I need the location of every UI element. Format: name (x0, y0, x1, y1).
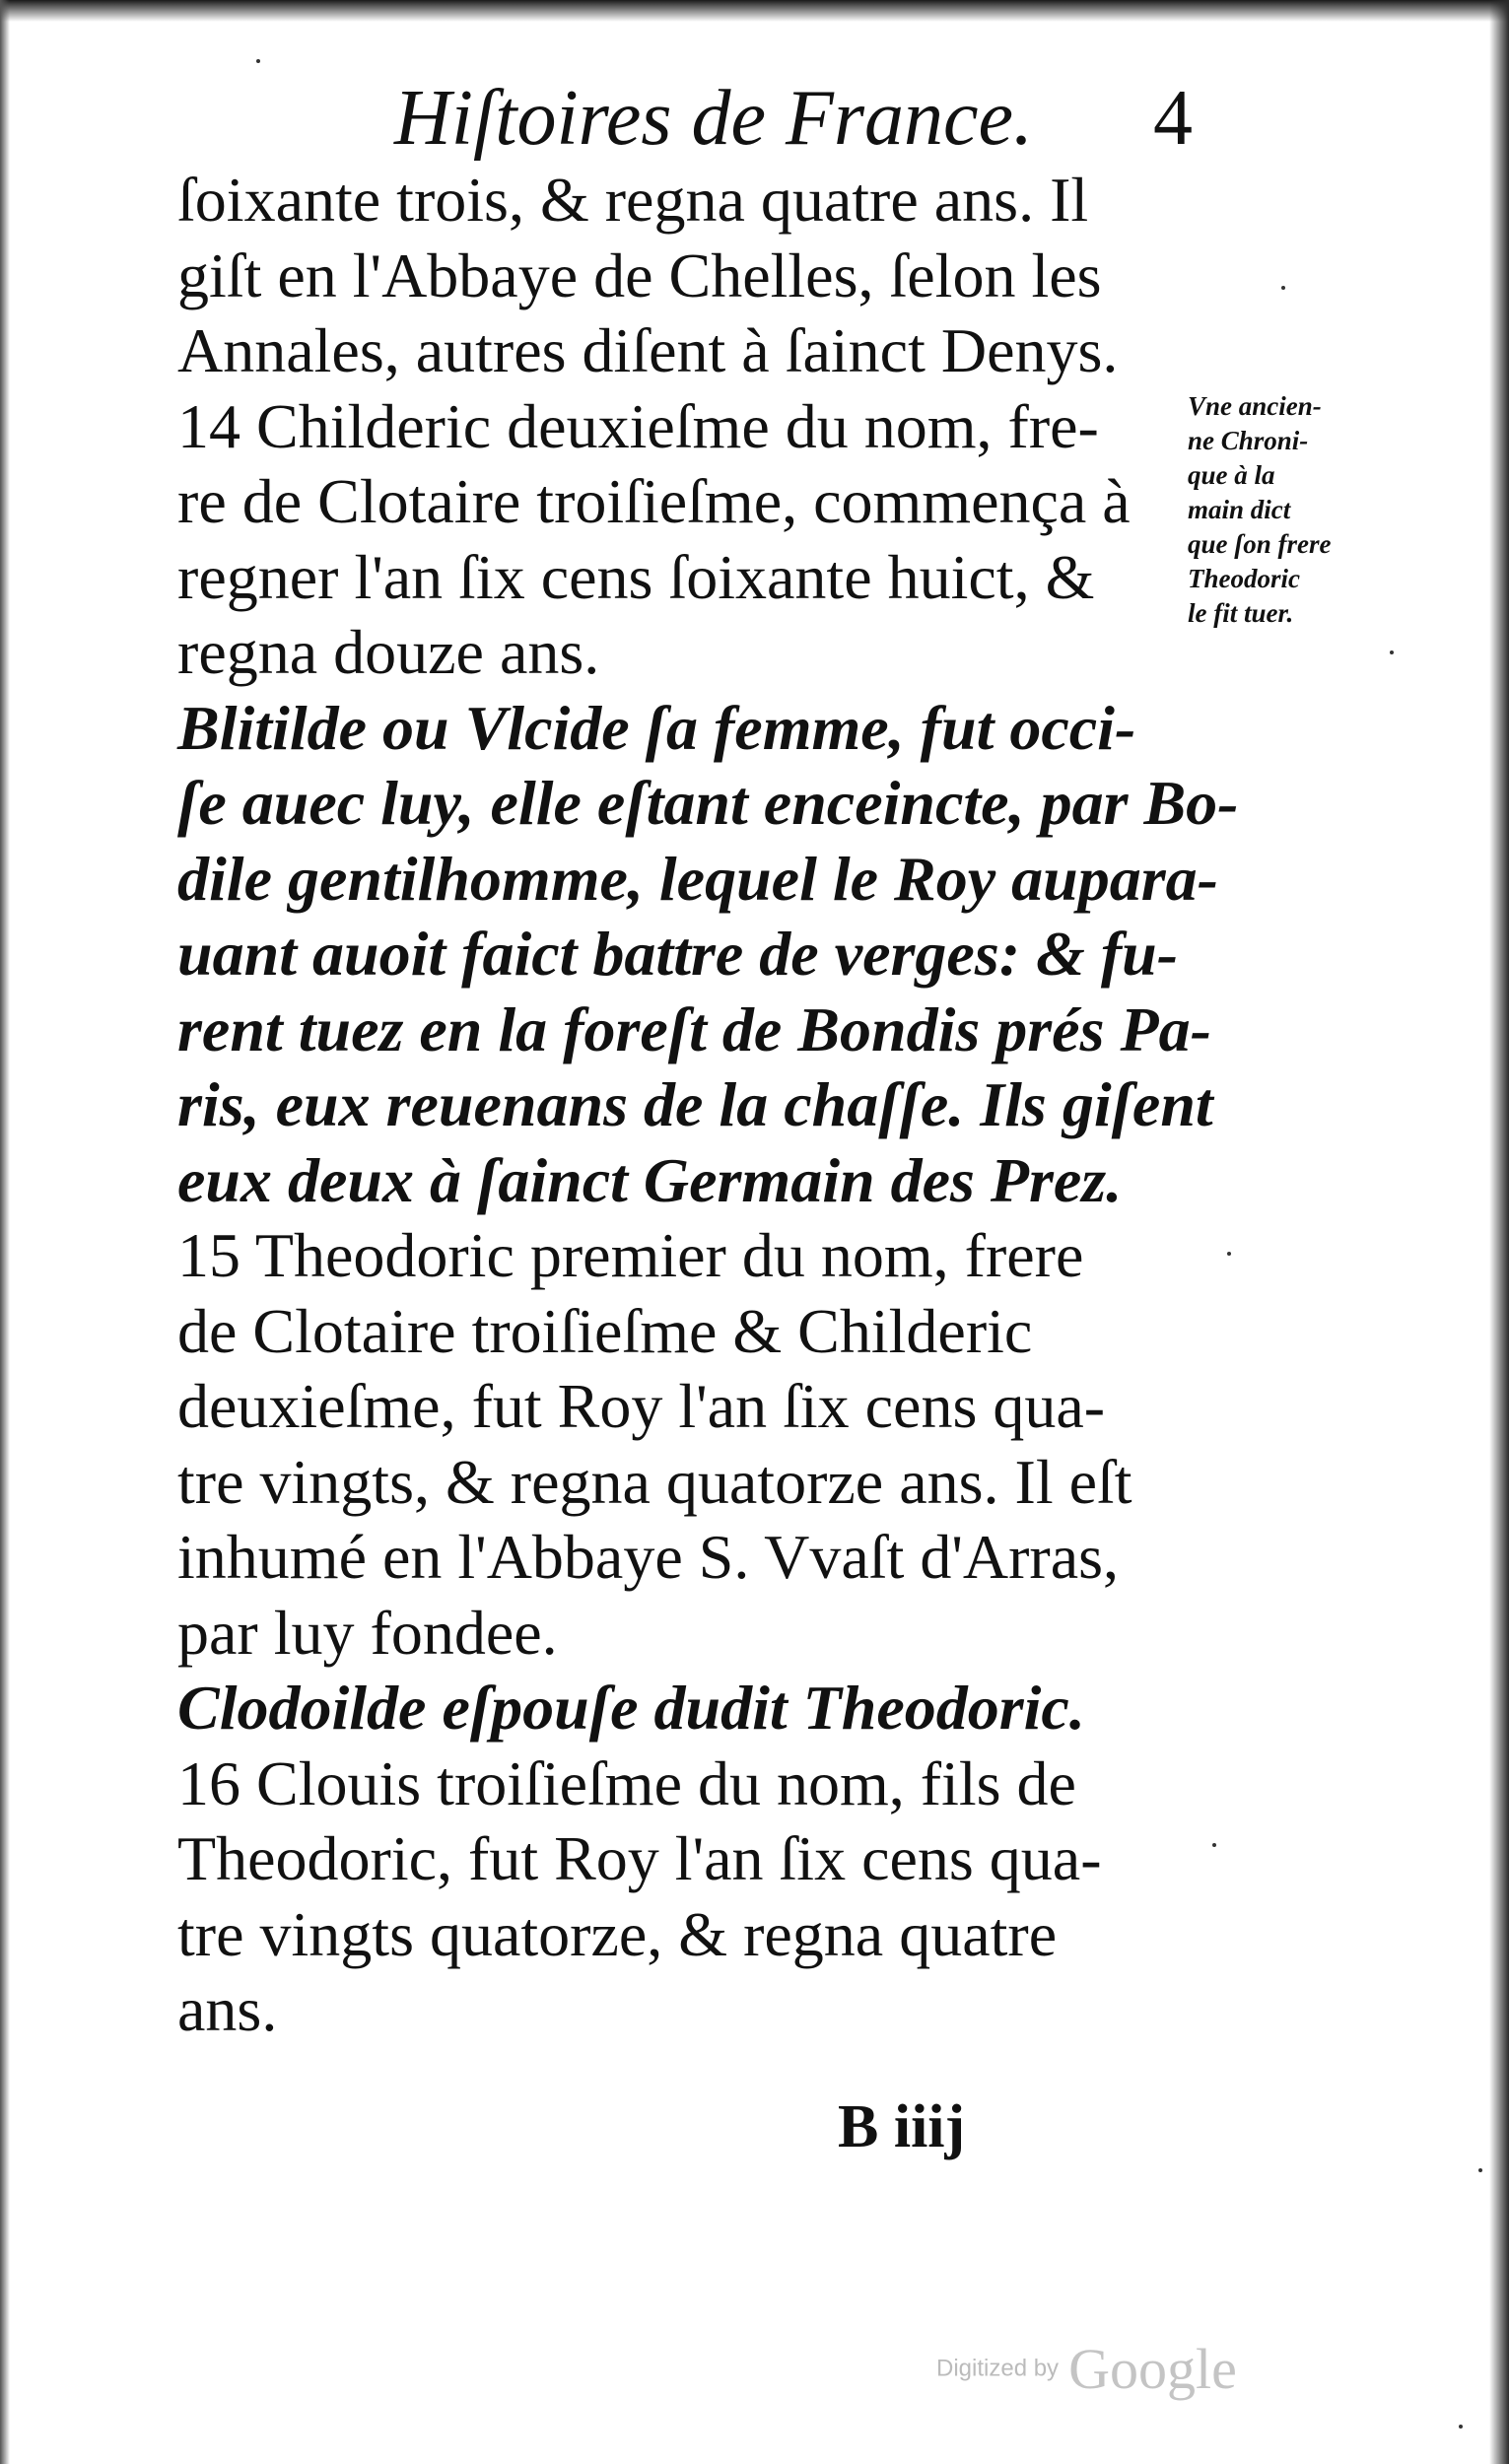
signature-mark: B iiij (838, 2093, 966, 2160)
text-line: dile gentilhomme, lequel le Roy aupara- (177, 843, 1218, 914)
text-line: Blitilde ou Vlcide ſa femme, fut occi- (177, 692, 1136, 763)
text-line: regna douze ans. (177, 617, 600, 687)
margin-note-line: le fit tuer. (1188, 598, 1294, 628)
scan-speck (1478, 2168, 1482, 2172)
text-line: 14 Childeric deuxieſme du nom, fre- (177, 390, 1099, 461)
text-line: uant auoit faict battre de verges: & fu- (177, 919, 1179, 989)
page-edge-left (0, 0, 10, 2464)
page-edge-top (0, 0, 1509, 22)
margin-note-line: Vne ancien- (1188, 391, 1322, 421)
digitized-watermark (936, 2336, 1237, 2405)
scan-speck (1281, 286, 1285, 290)
scan-speck (1390, 650, 1394, 654)
text-line: Theodoric, fut Roy l'an ſix cens qua- (177, 1823, 1102, 1893)
google-logo: Google (1068, 2337, 1237, 2401)
text-line: ans. (177, 1974, 278, 2044)
margin-note-line: main dict (1188, 495, 1291, 524)
text-line: Clodoilde eſpouſe dudit Theodoric. (177, 1673, 1085, 1743)
text-line: ris, eux reuenans de la chaſſe. Ils giſent (177, 1069, 1213, 1139)
text-line: inhumé en l'Abbaye S. Vvaſt d'Arras, (177, 1522, 1120, 1592)
text-line: ſoixante trois, & regna quatre ans. Il (177, 165, 1089, 235)
text-line: par luy fondee. (177, 1597, 558, 1668)
text-line: re de Clotaire troiſieſme, commença à (177, 466, 1131, 536)
page-header (394, 69, 1232, 168)
text-line: 16 Clouis troiſieſme du nom, fils de (177, 1747, 1076, 1818)
scan-speck (1227, 1252, 1231, 1256)
margin-note-line: que ſon frere (1188, 529, 1332, 559)
text-line: giſt en l'Abbaye de Chelles, ſelon les (177, 240, 1102, 310)
page-number: 4 (1153, 75, 1193, 162)
page-edge-right (1489, 0, 1509, 2464)
text-line: deuxieſme, fut Roy l'an ſix cens qua- (177, 1371, 1106, 1441)
margin-note (1188, 389, 1395, 631)
text-line: rent tuez en la foreſt de Bondis prés Pa- (177, 993, 1211, 1064)
margin-note-line: ne Chroni- (1188, 426, 1309, 455)
scan-speck (256, 59, 260, 63)
digitized-prefix: Digitized by (936, 2355, 1060, 2382)
text-line: ſe auec luy, elle eſtant enceincte, par Bo- (177, 768, 1239, 838)
scan-speck (1459, 2425, 1463, 2429)
text-line: tre vingts quatorze, & regna quatre (177, 1898, 1058, 1969)
margin-note-line: que à la (1188, 460, 1275, 490)
running-title: Hiſtoires de France. (394, 75, 1034, 162)
text-line: eux deux à ſainct Germain des Prez. (177, 1144, 1123, 1215)
text-line: Annales, autres diſent à ſainct Denys. (177, 315, 1119, 385)
text-line: regner l'an ſix cens ſoixante huict, & (177, 541, 1095, 612)
margin-note-line: Theodoric (1188, 564, 1300, 593)
text-line: de Clotaire troiſieſme & Childeric (177, 1295, 1033, 1366)
scan-speck (1212, 1843, 1216, 1847)
text-line: 15 Theodoric premier du nom, frere (177, 1220, 1084, 1290)
text-line: tre vingts, & regna quatorze ans. Il eſt (177, 1446, 1132, 1517)
